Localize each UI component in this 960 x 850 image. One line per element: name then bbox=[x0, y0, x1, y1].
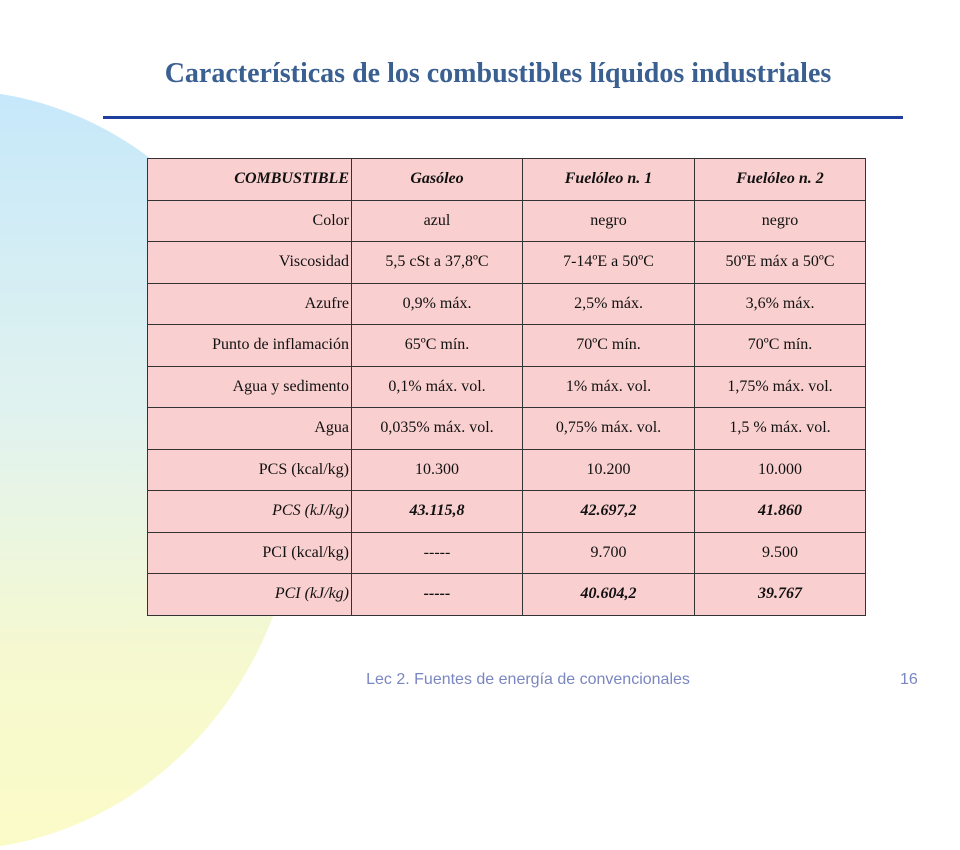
table-cell: 1,75% máx. vol. bbox=[695, 366, 866, 408]
table-cell: 43.115,8 bbox=[352, 491, 523, 533]
table-row bbox=[148, 325, 866, 367]
table-cell: 9.700 bbox=[523, 532, 695, 574]
table-cell: 65ºC mín. bbox=[352, 325, 523, 367]
table-cell: 41.860 bbox=[695, 491, 866, 533]
row-label: PCS (kJ/kg) bbox=[148, 491, 352, 533]
row-label: PCI (kJ/kg) bbox=[148, 574, 352, 616]
table-cell: 5,5 cSt a 37,8ºC bbox=[352, 242, 523, 284]
table-cell: 0,035% máx. vol. bbox=[352, 408, 523, 450]
table-cell: 3,6% máx. bbox=[695, 283, 866, 325]
table-cell: 10.000 bbox=[695, 449, 866, 491]
table-cell: ----- bbox=[352, 574, 523, 616]
header-cell: Fuelóleo n. 2 bbox=[695, 159, 866, 201]
table-cell: negro bbox=[523, 200, 695, 242]
row-label: PCS (kcal/kg) bbox=[148, 449, 352, 491]
table-cell: 1% máx. vol. bbox=[523, 366, 695, 408]
table-row bbox=[148, 242, 866, 284]
slide-footer: Lec 2. Fuentes de energía de convencionales bbox=[366, 671, 690, 688]
table-row bbox=[148, 283, 866, 325]
header-cell: Gasóleo bbox=[352, 159, 523, 201]
row-label: Viscosidad bbox=[148, 242, 352, 284]
row-label: Agua y sedimento bbox=[148, 366, 352, 408]
table-cell: 0,75% máx. vol. bbox=[523, 408, 695, 450]
table-cell: ----- bbox=[352, 532, 523, 574]
table-cell: azul bbox=[352, 200, 523, 242]
table-cell: 39.767 bbox=[695, 574, 866, 616]
table-cell: negro bbox=[695, 200, 866, 242]
table-row bbox=[148, 532, 866, 574]
row-label: Color bbox=[148, 200, 352, 242]
table-cell: 7-14ºE a 50ºC bbox=[523, 242, 695, 284]
slide-title: Características de los combustibles líquidos industriales bbox=[164, 58, 832, 89]
table-cell: 40.604,2 bbox=[523, 574, 695, 616]
table-row bbox=[148, 449, 866, 491]
page-number: 16 bbox=[900, 671, 918, 688]
table-cell: 42.697,2 bbox=[523, 491, 695, 533]
table-cell: 0,9% máx. bbox=[352, 283, 523, 325]
table-cell: 9.500 bbox=[695, 532, 866, 574]
header-cell: COMBUSTIBLE bbox=[148, 159, 352, 201]
fuel-table-container bbox=[147, 158, 865, 616]
table-cell: 70ºC mín. bbox=[695, 325, 866, 367]
title-underline bbox=[103, 116, 903, 119]
table-row bbox=[148, 200, 866, 242]
table-cell: 50ºE máx a 50ºC bbox=[695, 242, 866, 284]
table-cell: 70ºC mín. bbox=[523, 325, 695, 367]
row-label: Agua bbox=[148, 408, 352, 450]
row-label: Azufre bbox=[148, 283, 352, 325]
table-cell: 2,5% máx. bbox=[523, 283, 695, 325]
row-label: Punto de inflamación bbox=[148, 325, 352, 367]
row-label: PCI (kcal/kg) bbox=[148, 532, 352, 574]
table-row bbox=[148, 408, 866, 450]
fuel-properties-table bbox=[147, 158, 866, 616]
table-row bbox=[148, 574, 866, 616]
table-header-row bbox=[148, 159, 866, 201]
header-cell: Fuelóleo n. 1 bbox=[523, 159, 695, 201]
table-cell: 0,1% máx. vol. bbox=[352, 366, 523, 408]
table-cell: 10.300 bbox=[352, 449, 523, 491]
table-cell: 10.200 bbox=[523, 449, 695, 491]
table-cell: 1,5 % máx. vol. bbox=[695, 408, 866, 450]
table-row bbox=[148, 366, 866, 408]
table-row bbox=[148, 491, 866, 533]
